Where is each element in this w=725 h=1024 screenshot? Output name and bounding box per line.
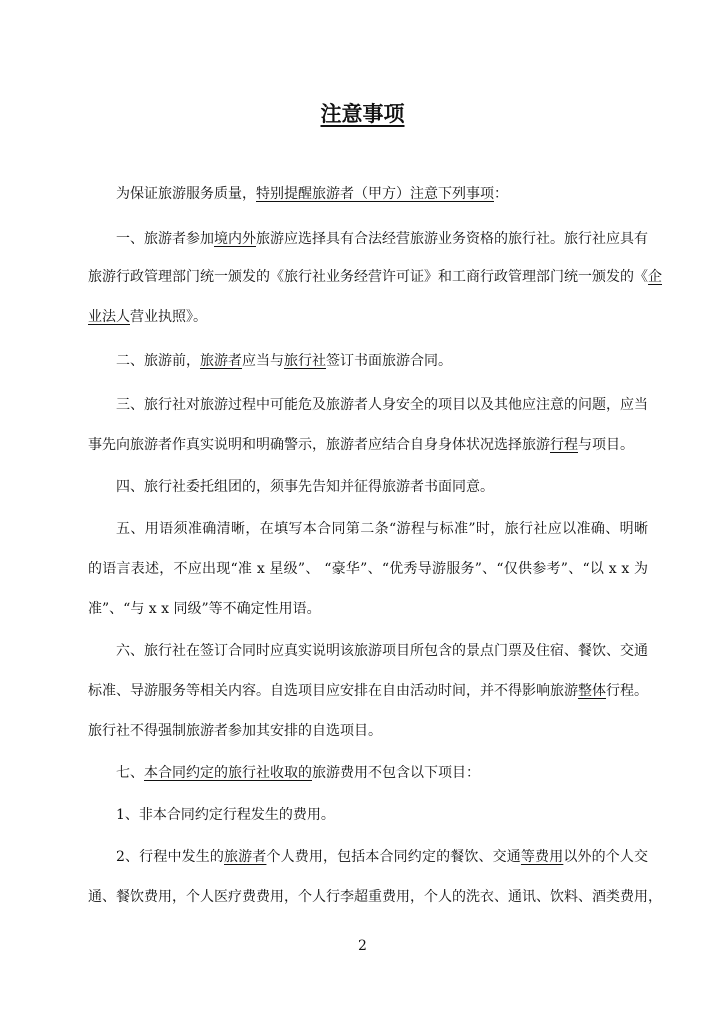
intro-text-a: 为保证旅游服务质量， [116, 186, 256, 202]
clause-6-text: 旅行社不得强制旅游者参加其安排的自选项目。 [88, 723, 382, 739]
clause-1-line-3 [88, 306, 648, 328]
clause-1-underlined: 境内外 [214, 231, 256, 247]
clause-7-underlined: 本合同约定的 [144, 765, 228, 781]
clause-2-underlined: 旅行社 [284, 353, 326, 369]
item-2-underlined: 旅游者 [224, 849, 267, 865]
clause-6-line-2 [88, 680, 648, 702]
clause-7 [116, 762, 648, 784]
clause-3-underlined: 行程 [550, 437, 578, 453]
title-text: 注意事项 [320, 102, 405, 126]
clause-3-text: 与项目。 [578, 437, 634, 453]
clause-4-text: 四、旅行社委托组团的，须事先告知并征得旅游者书面同意。 [116, 479, 494, 495]
clause-3-line-2 [88, 434, 648, 456]
clause-1-text: 一、旅游者参加 [116, 231, 214, 247]
clause-2-text: 二、旅游前， [116, 353, 200, 369]
clause-7-text: 旅游费用不包含以下项目： [312, 765, 480, 781]
item-2-line-1 [116, 846, 648, 868]
clause-5-text: 五、用语须准确清晰，在填写本合同第二条“游程与标准”时，旅行社应以准确、明晰 [116, 521, 648, 537]
clause-2-underlined: 旅游者 [200, 353, 242, 369]
clause-5-line-1 [116, 518, 648, 540]
item-2-text: 个人费用，包括本合同约定的餐饮、交通 [266, 849, 521, 865]
clause-1-underlined: 企 [648, 269, 662, 285]
clause-7-text: 七、 [116, 765, 144, 781]
clause-5-line-2 [88, 558, 648, 580]
clause-1-underlined: 业法人 [88, 309, 130, 325]
clause-4 [116, 476, 648, 498]
clause-1-line-2 [88, 266, 662, 288]
clause-5-line-3 [88, 598, 648, 620]
page-number: 2 [358, 938, 367, 954]
item-2-text: 2、行程中发生的 [116, 849, 225, 865]
clause-2-text: 签订书面旅游合同。 [326, 353, 452, 369]
clause-7-underlined: 旅行社收取的 [228, 765, 312, 781]
item-1-text: 1、非本合同约定行程发生的费用。 [116, 807, 335, 823]
intro-text-c: ： [494, 186, 508, 202]
clause-6-text: 标准、导游服务等相关内容。自选项目应安排在自由活动时间，并不得影响旅游 [88, 683, 578, 699]
intro-text-b: 特别提醒旅游者（甲方）注意下列事项 [256, 186, 494, 202]
clause-6-text: 行程。 [606, 683, 648, 699]
clause-5-text: 的语言表述，不应出现“准 x 星级”、 “豪华”、“优秀导游服务”、“仅供参考”、“以 x x 为 [88, 561, 648, 577]
clause-2 [116, 350, 648, 372]
item-2-text: 通、餐饮费用，个人医疗费费用，个人行李超重费用，个人的洗衣、通讯、饮料、酒类费用， [88, 889, 662, 905]
clause-1-text: 营业执照》。 [130, 309, 207, 325]
clause-6-text: 六、旅行社在签订合同时应真实说明该旅游项目所包含的景点门票及住宿、餐饮、交通 [116, 643, 648, 659]
clause-3-text: 三、旅行社对旅游过程中可能危及旅游者人身安全的项目以及其他应注意的问题，应当 [116, 397, 648, 413]
intro-paragraph [116, 183, 648, 205]
clause-1-text: 旅游应选择具有合法经营旅游业务资格的旅行社。旅行社应具有 [256, 231, 648, 247]
clause-1-line-1 [116, 228, 648, 250]
item-2-line-2 [88, 886, 662, 908]
item-2-underlined: 等费用 [520, 849, 564, 865]
page-title [0, 100, 725, 128]
clause-3-text: 事先向旅游者作真实说明和明确警示，旅游者应结合自身身体状况选择旅游 [88, 437, 550, 453]
clause-3-line-1 [116, 394, 648, 416]
item-2-text: 以外的个人交 [563, 849, 649, 865]
item-1 [116, 804, 648, 826]
clause-2-text: 应当与 [242, 353, 284, 369]
clause-6-underlined: 整体 [578, 683, 606, 699]
clause-6-line-1 [116, 640, 648, 662]
clause-5-text: 准”、“与 x x 同级”等不确定性用语。 [88, 601, 321, 617]
clause-6-line-3 [88, 720, 648, 742]
clause-1-text: 旅游行政管理部门统一颁发的《旅行社业务经营许可证》和工商行政管理部门统一颁发的《 [88, 269, 648, 285]
